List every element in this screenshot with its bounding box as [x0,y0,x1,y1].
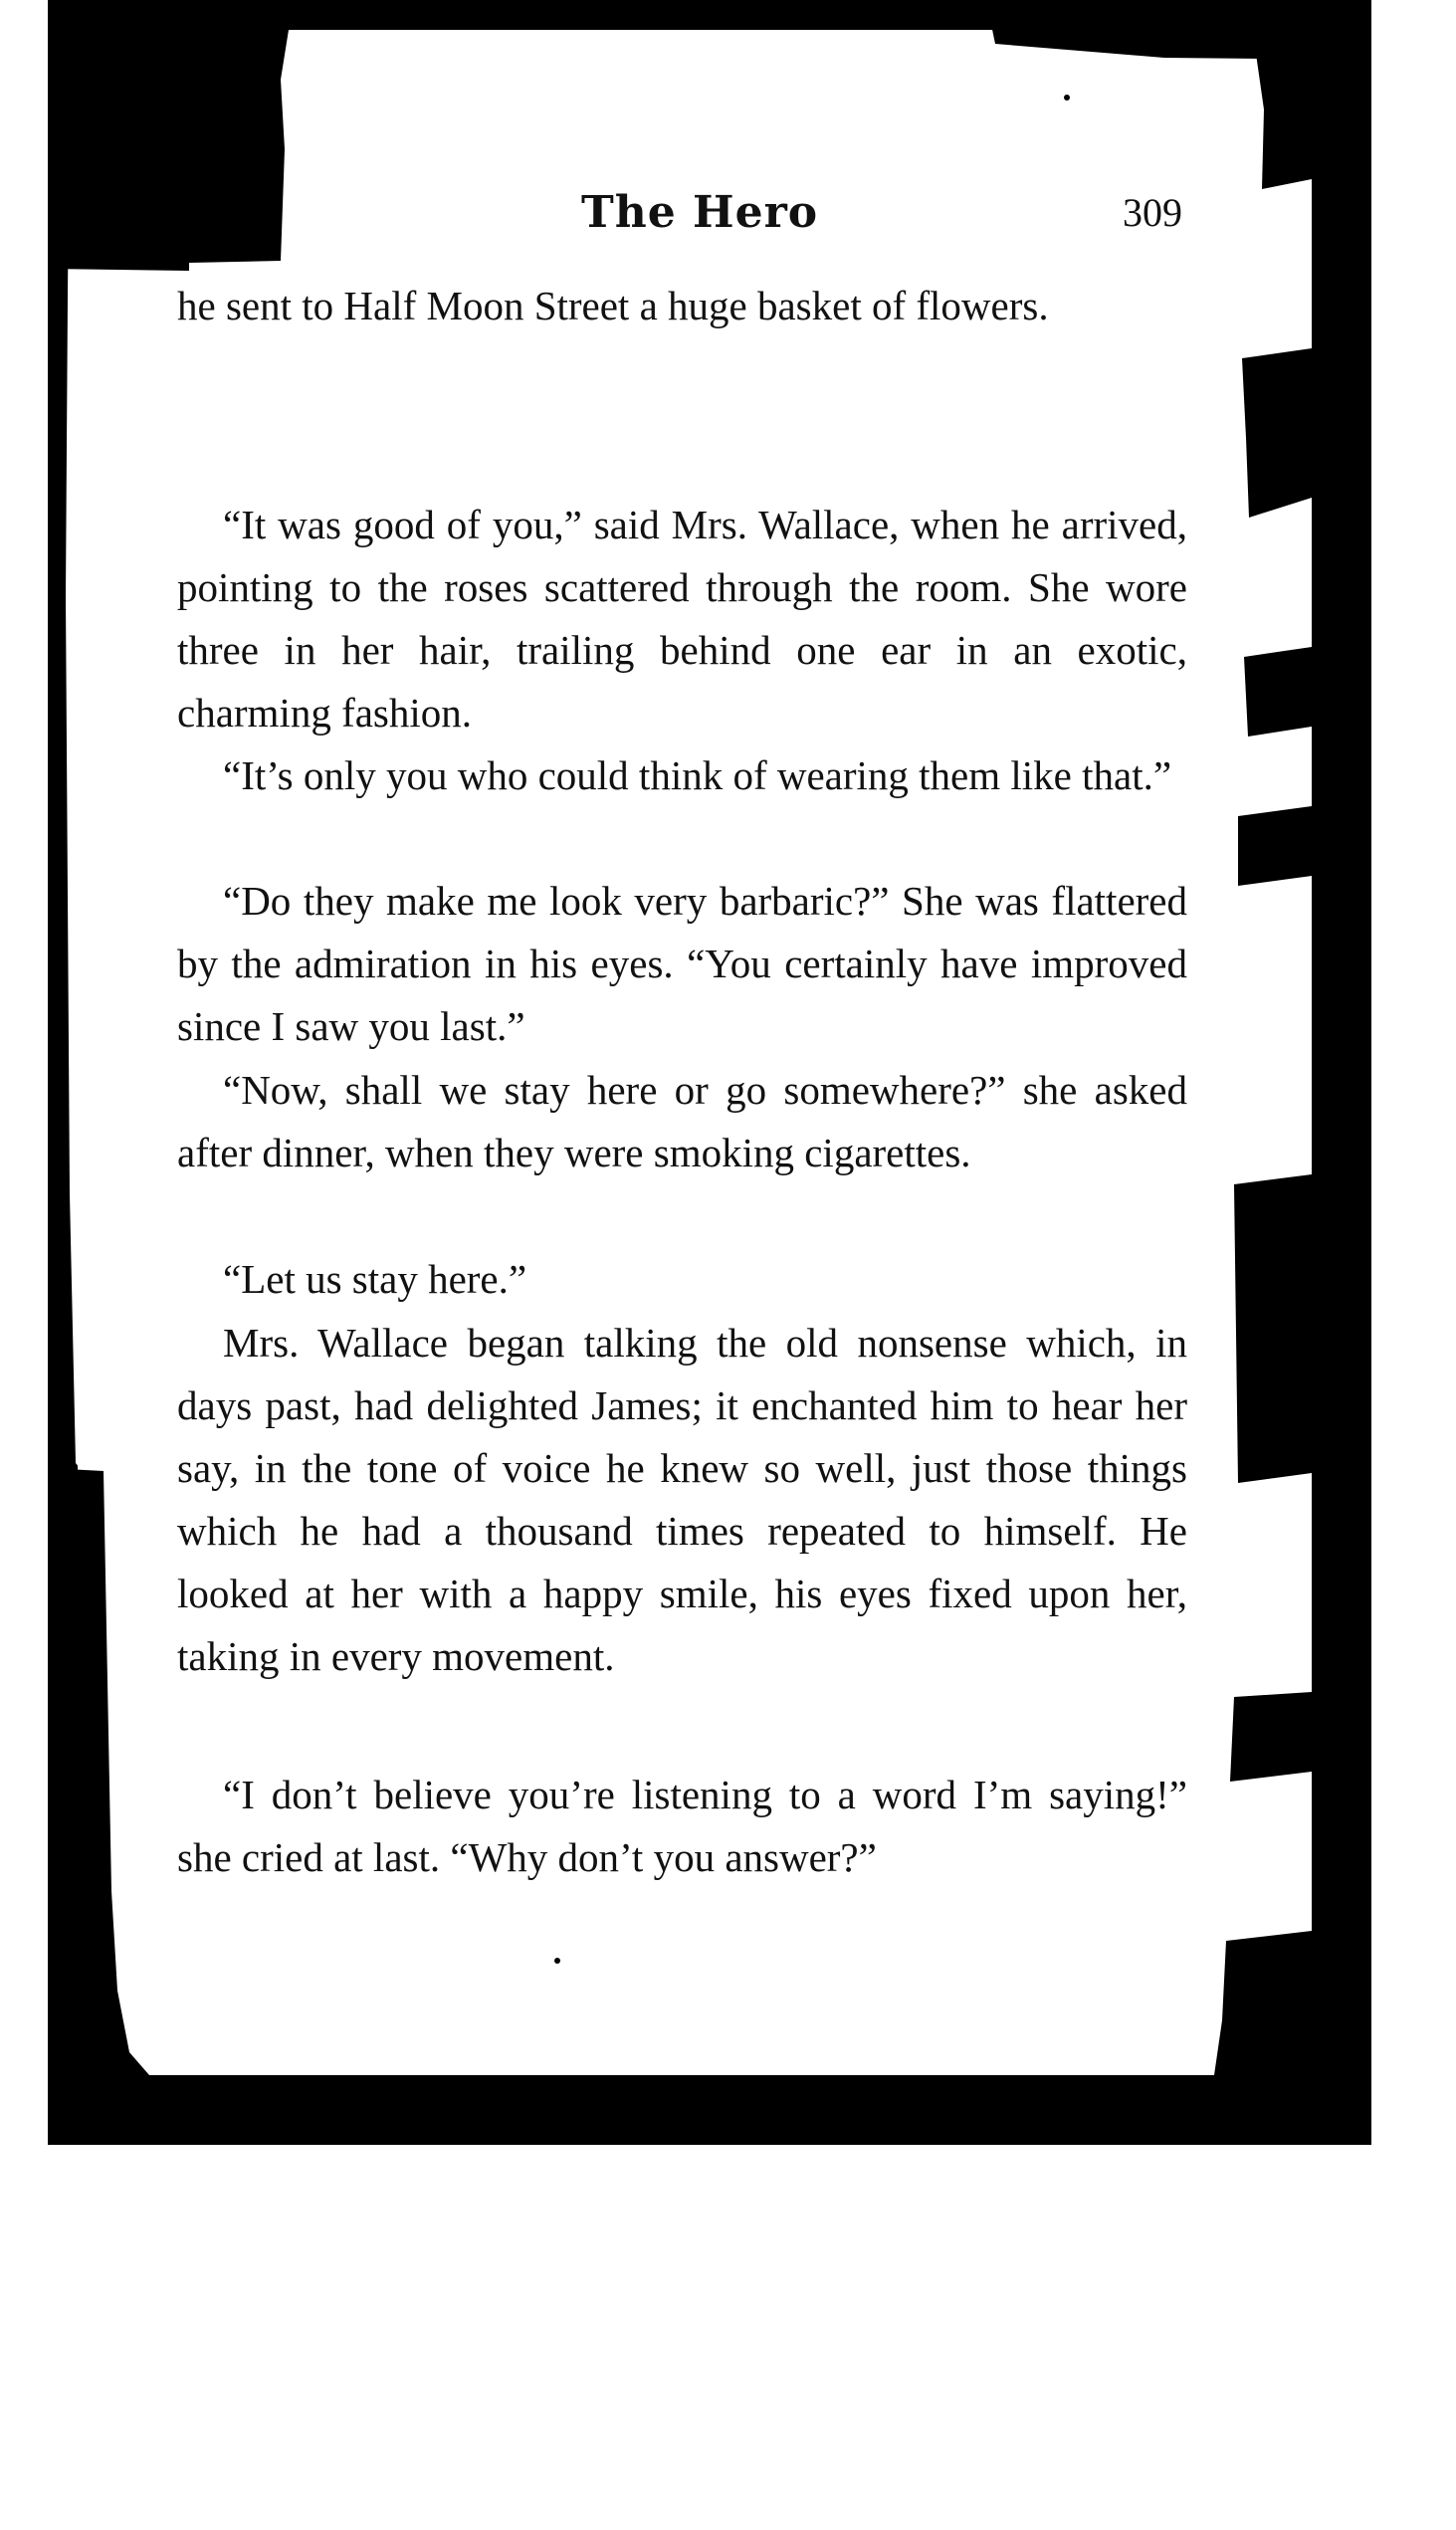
paragraph: “Now, shall we stay here or go somewhere?” she asked after dinner, when they were smoking cigarettes. [177,1067,1187,1175]
paragraph: “I don’t believe you’re listening to a word I’m saying!” she cried at last. “Why don’t you answer?” [177,1772,1187,1880]
paragraph: “It’s only you who could think of wearing them like that.” [223,752,1172,798]
speck [1064,95,1070,101]
paragraph: “Let us stay here.” [223,1256,527,1302]
speck [554,1958,560,1964]
page-number: 309 [1123,190,1182,235]
scan-border-right [1312,0,1371,2145]
running-header-title: The Hero [581,187,819,238]
scan-patch-top-left [48,30,289,271]
paragraph-continuation: he sent to Half Moon Street a huge basket of flowers. [177,283,1049,328]
scan-border-bottom [48,2075,1371,2145]
paragraph: Mrs. Wallace began talking the old nonsense which, in days past, had delighted James; it enchanted him to hear her say, in the tone of voice he knew so well, just those things which he had a thousand times repeated to himself. He looked at her with a happy smile, his eyes fixed upon her, taking in every movement. [177,1320,1187,1679]
paragraph: “It was good of you,” said Mrs. Wallace, when he arrived, pointing to the roses scattered through the room. She wore three in her hair, trailing behind one ear in an exotic, charming fashion. [177,502,1187,736]
paragraph: “Do they make me look very barbaric?” She was flattered by the admiration in his eyes. “You certainly have improved since I saw you last.” [177,878,1187,1049]
